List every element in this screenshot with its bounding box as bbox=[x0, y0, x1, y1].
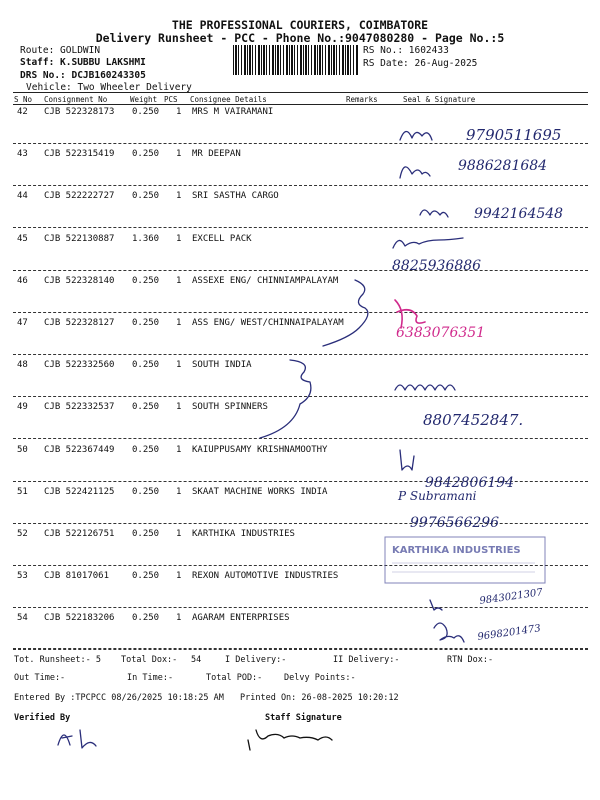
out-time: Out Time:- bbox=[14, 673, 66, 683]
row-pcs: 1 bbox=[176, 571, 182, 581]
row-weight: 0.250 bbox=[132, 107, 160, 117]
rs-date: RS Date: 26-Aug-2025 bbox=[363, 58, 478, 69]
row-consignee: SRI SASTHA CARGO bbox=[192, 191, 279, 201]
row-pcs: 1 bbox=[176, 107, 182, 117]
row-sno: 47 bbox=[17, 318, 28, 328]
row-weight: 0.250 bbox=[132, 487, 160, 497]
row-pcs: 1 bbox=[176, 529, 182, 539]
row-divider bbox=[13, 354, 588, 355]
row-sno: 50 bbox=[17, 445, 28, 455]
verified-signature bbox=[58, 730, 96, 748]
ii-delivery: II Delivery:- bbox=[333, 655, 400, 665]
company-title: THE PROFESSIONAL COURIERS, COIMBATORE bbox=[171, 18, 429, 32]
signature-54 bbox=[434, 623, 464, 642]
signature-43 bbox=[400, 167, 430, 178]
col-consignment: Consignment No bbox=[44, 95, 108, 104]
row-sno: 48 bbox=[17, 360, 28, 370]
phone-45: 8825936886 bbox=[392, 258, 482, 274]
row-divider bbox=[13, 481, 588, 482]
route-label: Route: GOLDWIN bbox=[20, 45, 101, 56]
row-consignment: CJB 522328140 bbox=[44, 276, 115, 286]
row-divider bbox=[13, 438, 588, 439]
signature-42 bbox=[400, 131, 432, 140]
row-divider bbox=[13, 227, 588, 228]
row-consignment: CJB 522315419 bbox=[44, 149, 115, 159]
name-51: P Subramani bbox=[398, 489, 477, 503]
row-consignment: CJB 522367449 bbox=[44, 445, 115, 455]
col-sno: S No bbox=[14, 95, 33, 104]
in-time: In Time:- bbox=[127, 673, 174, 683]
row-pcs: 1 bbox=[176, 360, 182, 370]
total-pod: Total POD:- bbox=[206, 673, 263, 683]
row-consignee: AGARAM ENTERPRISES bbox=[192, 613, 290, 623]
phone-51: 9976566296 bbox=[410, 515, 500, 531]
staff-signature: Staff Signature bbox=[265, 713, 342, 723]
row-consignment: CJB 522126751 bbox=[44, 529, 115, 539]
runsheet-subtitle: Delivery Runsheet - PCC - Phone No.:9047080280 - Page No.:5 bbox=[95, 31, 505, 45]
entered-by: Entered By :TPCPCC 08/26/2025 10:18:25 AM bbox=[14, 693, 224, 703]
i-delivery: I Delivery:- bbox=[225, 655, 287, 665]
row-pcs: 1 bbox=[176, 487, 182, 497]
staff-signature-mark bbox=[248, 730, 332, 750]
phone-47: 6383076351 bbox=[396, 325, 486, 341]
row-consignee: KAIUPPUSAMY KRISHNAMOOTHY bbox=[192, 445, 328, 455]
row-divider bbox=[13, 143, 588, 144]
row-consignment: CJB 81017061 bbox=[44, 571, 110, 581]
row-consignee: SKAAT MACHINE WORKS INDIA bbox=[192, 487, 328, 497]
row-pcs: 1 bbox=[176, 613, 182, 623]
phone-42: 9790511695 bbox=[466, 126, 562, 144]
rtn-dox: RTN Dox:- bbox=[447, 655, 494, 665]
row-consignment: CJB 522332560 bbox=[44, 360, 115, 370]
row-weight: 0.250 bbox=[132, 571, 160, 581]
row-consignee: KARTHIKA INDUSTRIES bbox=[192, 529, 295, 539]
row-weight: 0.250 bbox=[132, 191, 160, 201]
signature-53 bbox=[430, 600, 442, 610]
row-sno: 43 bbox=[17, 149, 28, 159]
row-sno: 54 bbox=[17, 613, 28, 623]
row-pcs: 1 bbox=[176, 445, 182, 455]
row-consignment: CJB 522183206 bbox=[44, 613, 115, 623]
row-weight: 0.250 bbox=[132, 149, 160, 159]
row-weight: 0.250 bbox=[132, 529, 160, 539]
row-sno: 49 bbox=[17, 402, 28, 412]
row-consignment: CJB 522332537 bbox=[44, 402, 115, 412]
phone-43: 9886281684 bbox=[458, 158, 548, 174]
row-consignee: MR DEEPAN bbox=[192, 149, 241, 159]
vehicle-label: Vehicle: Two Wheeler Delivery bbox=[26, 82, 192, 93]
row-sno: 53 bbox=[17, 571, 28, 581]
row-sno: 51 bbox=[17, 487, 28, 497]
bracket-48-49 bbox=[260, 360, 311, 438]
col-remarks: Remarks bbox=[346, 95, 378, 104]
row-weight: 0.250 bbox=[132, 613, 160, 623]
col-pcs: PCS bbox=[164, 95, 178, 104]
phone-49: 8807452847. bbox=[423, 411, 524, 429]
row-sno: 42 bbox=[17, 107, 28, 117]
row-consignment: CJB 522328127 bbox=[44, 318, 115, 328]
row-consignee: EXCELL PACK bbox=[192, 234, 252, 244]
tot-runsheet: Tot. Runsheet:- 5 bbox=[14, 655, 101, 665]
row-pcs: 1 bbox=[176, 234, 182, 244]
row-divider bbox=[13, 270, 588, 271]
row-divider bbox=[13, 312, 588, 313]
row-consignment: CJB 522421125 bbox=[44, 487, 115, 497]
drs-number: DRS No.: DCJB160243305 bbox=[20, 70, 146, 81]
row-consignee: SOUTH SPINNERS bbox=[192, 402, 268, 412]
row-weight: 1.360 bbox=[132, 234, 160, 244]
phone-53: 9843021307 bbox=[478, 587, 544, 607]
stamp-text-52: KARTHIKA INDUSTRIES bbox=[392, 545, 521, 556]
row-sno: 45 bbox=[17, 234, 28, 244]
signature-45 bbox=[393, 238, 463, 248]
row-pcs: 1 bbox=[176, 276, 182, 286]
row-consignment: CJB 522130887 bbox=[44, 234, 115, 244]
signature-47 bbox=[395, 300, 425, 328]
row-consignee: SOUTH INDIA bbox=[192, 360, 252, 370]
verified-by: Verified By bbox=[14, 713, 71, 723]
bracket-46-47 bbox=[323, 280, 368, 346]
row-divider bbox=[13, 396, 588, 397]
total-dox-value: 54 bbox=[191, 655, 202, 665]
row-consignment: CJB 522222727 bbox=[44, 191, 115, 201]
row-sno: 46 bbox=[17, 276, 28, 286]
row-divider bbox=[13, 185, 588, 186]
row-pcs: 1 bbox=[176, 191, 182, 201]
row-divider bbox=[13, 607, 588, 608]
barcode-image bbox=[233, 45, 358, 75]
row-pcs: 1 bbox=[176, 149, 182, 159]
signature-50 bbox=[400, 450, 414, 470]
row-consignee: REXON AUTOMOTIVE INDUSTRIES bbox=[192, 571, 339, 581]
row-weight: 0.250 bbox=[132, 276, 160, 286]
staff-label: Staff: K.SUBBU LAKSHMI bbox=[20, 57, 146, 68]
stamp-52 bbox=[385, 537, 545, 583]
row-sno: 52 bbox=[17, 529, 28, 539]
phone-54: 9698201473 bbox=[476, 623, 542, 643]
phone-50: 9842806194 bbox=[425, 475, 515, 491]
phone-44: 9942164548 bbox=[474, 206, 564, 222]
row-consignee: ASS ENG/ WEST/CHINNAIPALAYAM bbox=[192, 318, 344, 328]
row-pcs: 1 bbox=[176, 318, 182, 328]
total-dox-label: Total Dox:- bbox=[121, 655, 178, 665]
col-weight: Weight bbox=[130, 95, 158, 104]
row-consignment: CJB 522328173 bbox=[44, 107, 115, 117]
delvy-points: Delvy Points:- bbox=[284, 673, 356, 683]
row-divider bbox=[13, 565, 588, 566]
row-sno: 44 bbox=[17, 191, 28, 201]
printed-on: Printed On: 26-08-2025 10:20:12 bbox=[240, 693, 399, 703]
row-consignee: ASSEXE ENG/ CHINNIAMPALAYAM bbox=[192, 276, 339, 286]
signature-44 bbox=[420, 210, 448, 217]
row-pcs: 1 bbox=[176, 402, 182, 412]
row-divider bbox=[13, 649, 588, 650]
col-consignee: Consignee Details bbox=[190, 95, 267, 104]
row-consignee: MRS M VAIRAMANI bbox=[192, 107, 274, 117]
rs-number: RS No.: 1602433 bbox=[363, 45, 449, 56]
row-weight: 0.250 bbox=[132, 402, 160, 412]
row-weight: 0.250 bbox=[132, 445, 160, 455]
col-seal-signature: Seal & Signature bbox=[403, 95, 476, 104]
signature-48 bbox=[395, 385, 455, 390]
row-divider bbox=[13, 523, 588, 524]
row-weight: 0.250 bbox=[132, 318, 160, 328]
row-weight: 0.250 bbox=[132, 360, 160, 370]
